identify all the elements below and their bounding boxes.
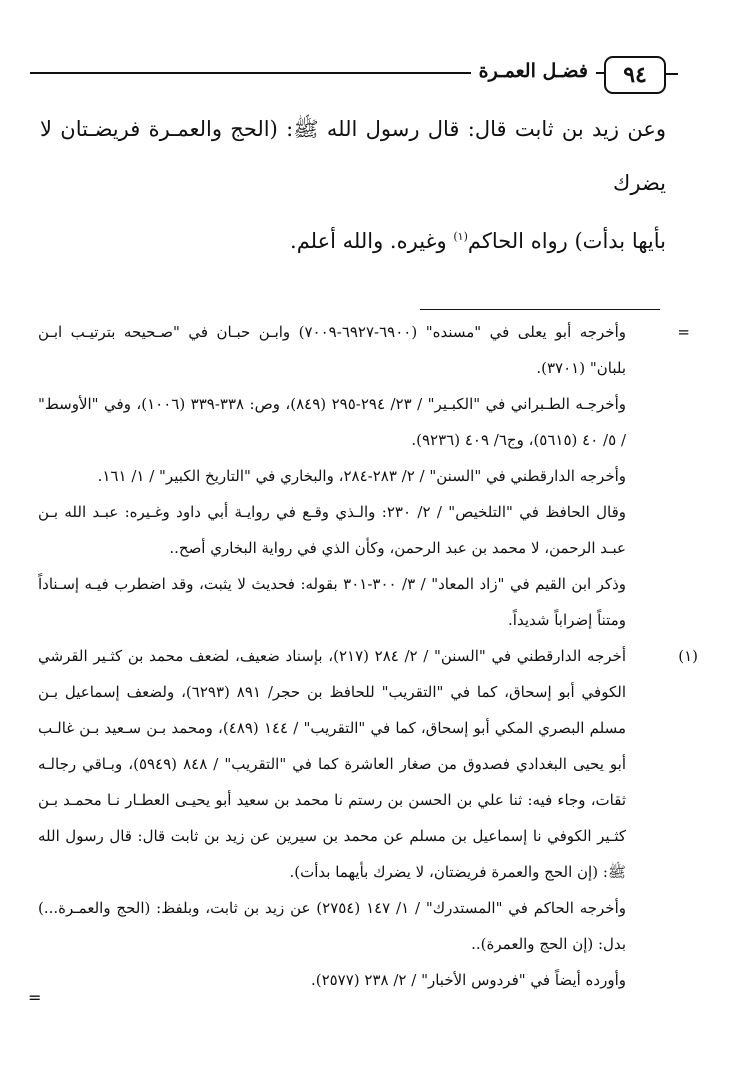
footnote-paragraph: وأورده أيضاً في "فردوس الأخبار" / ٢/ ٢٣٨ (٢٥٧٧). <box>310 971 626 989</box>
footnote-reference: (١) <box>453 230 468 243</box>
footnote-paragraph: وأخرجـه الطـبراني في "الكبـير" / ٢٣/ ٢٩٤-٢٩٥ (٨٤٩)، وص: ٣٣٨-٣٣٩ (١٠٠٦)، وفي "الأوسط" / ٥/ ٤٠ (٥٦١٥)، وج٦/ ٤٠٩ (٩٢٣٦). <box>38 395 626 449</box>
continuation-marker: = <box>677 323 690 341</box>
footnote-paragraph: وأخرجه الحاكم في "المستدرك" / ١/ ١٤٧ (٢٧٥٤) عن زيد بن ثابت، وبلفظ: (الحج والعمـرة...) بدل: (إن الحج والعمرة).. <box>38 899 626 953</box>
footnote-separator <box>420 309 660 310</box>
footnote-number: (١) <box>678 647 698 665</box>
footnotes <box>38 314 698 998</box>
page-number: ٩٤ <box>604 56 666 94</box>
footnote-paragraph: وأخرجه الدارقطني في "السنن" / ٢/ ٢٨٣-٢٨٤، والبخاري في "التاريخ الكبير" / ١/ ١٦١. <box>97 467 626 485</box>
footnote-paragraph: = وأخرجه أبو يعلى في "مسنده" (٦٩٠٠-٦٩٢٧-٧٠٠٩) وابـن حبـان في "صـحيحه بترتيـب ابـن بلبان" (٣٧٠١). <box>38 314 626 386</box>
footnote-paragraph: وقال الحافظ في "التلخيص" / ٢/ ٢٣٠: والـذي وقـع في روايـة أبي داود وغـيره: عبـد الله بـن عبـد الرحمن، لا محمد بن عبد الرحمن، وكأن الذي في رواية البخاري أصح.. <box>38 503 627 557</box>
running-title: فضـل العمـرة <box>471 60 596 82</box>
main-text-line <box>40 210 666 268</box>
continuation-marker: = <box>28 988 42 1007</box>
footnote-paragraph: وذكر ابن القيم في "زاد المعاد" / ٣/ ٣٠٠-٣٠١ بقوله: فحديث لا يثبت، وقد اضطرب فيـه إسـناداً ومتناً إضراباً شديداً. <box>38 575 627 629</box>
main-text-segment: وغيره. والله أعلم. <box>290 229 454 253</box>
footnote-paragraph: (١) أخرجه الدارقطني في "السنن" / ٢/ ٢٨٤ (٢١٧)، بإسناد ضعيف، لضعف محمد بن كثـير القرشي الكوفي أبو إسحاق، كما في "التقريب" للحافظ بن حجر/ ٨٩١ (٦٢٩٣)، ولضعف إسماعيل بـن مسلم البصري المكي أبو إسحاق، كما في "التقريب" / ١٤٤ (٤٨٩)، ومحمد بـن سـعيد بـن غالـب أبو يحيى البغدادي فصدوق من صغار العاشرة كما في "التقريب" / ٨٤٨ (٥٩٤٩)، وبـاقي رجالـه ثقات، وجاء فيه: ثنا علي بن الحسن بن رستم نا محمد بن سعيد أبو يحيـى العطـار نـا محمـد بـن كثـير الكوفي نا إسماعيل بن مسلم عن محمد بن سيرين عن زيد بن ثابت قال: قال رسول الله ﷺ: (إن الحج والعمرة فريضتان، لا يضرك بأيهما بدأت). <box>38 638 626 890</box>
main-text-segment: بأيها بدأت) رواه الحاكم <box>467 229 666 253</box>
main-text <box>40 102 666 268</box>
main-text-line: وعن زيد بن ثابت قال: قال رسول الله ﷺ: (الحج والعمـرة فريضـتان لا يضرك <box>40 117 666 195</box>
